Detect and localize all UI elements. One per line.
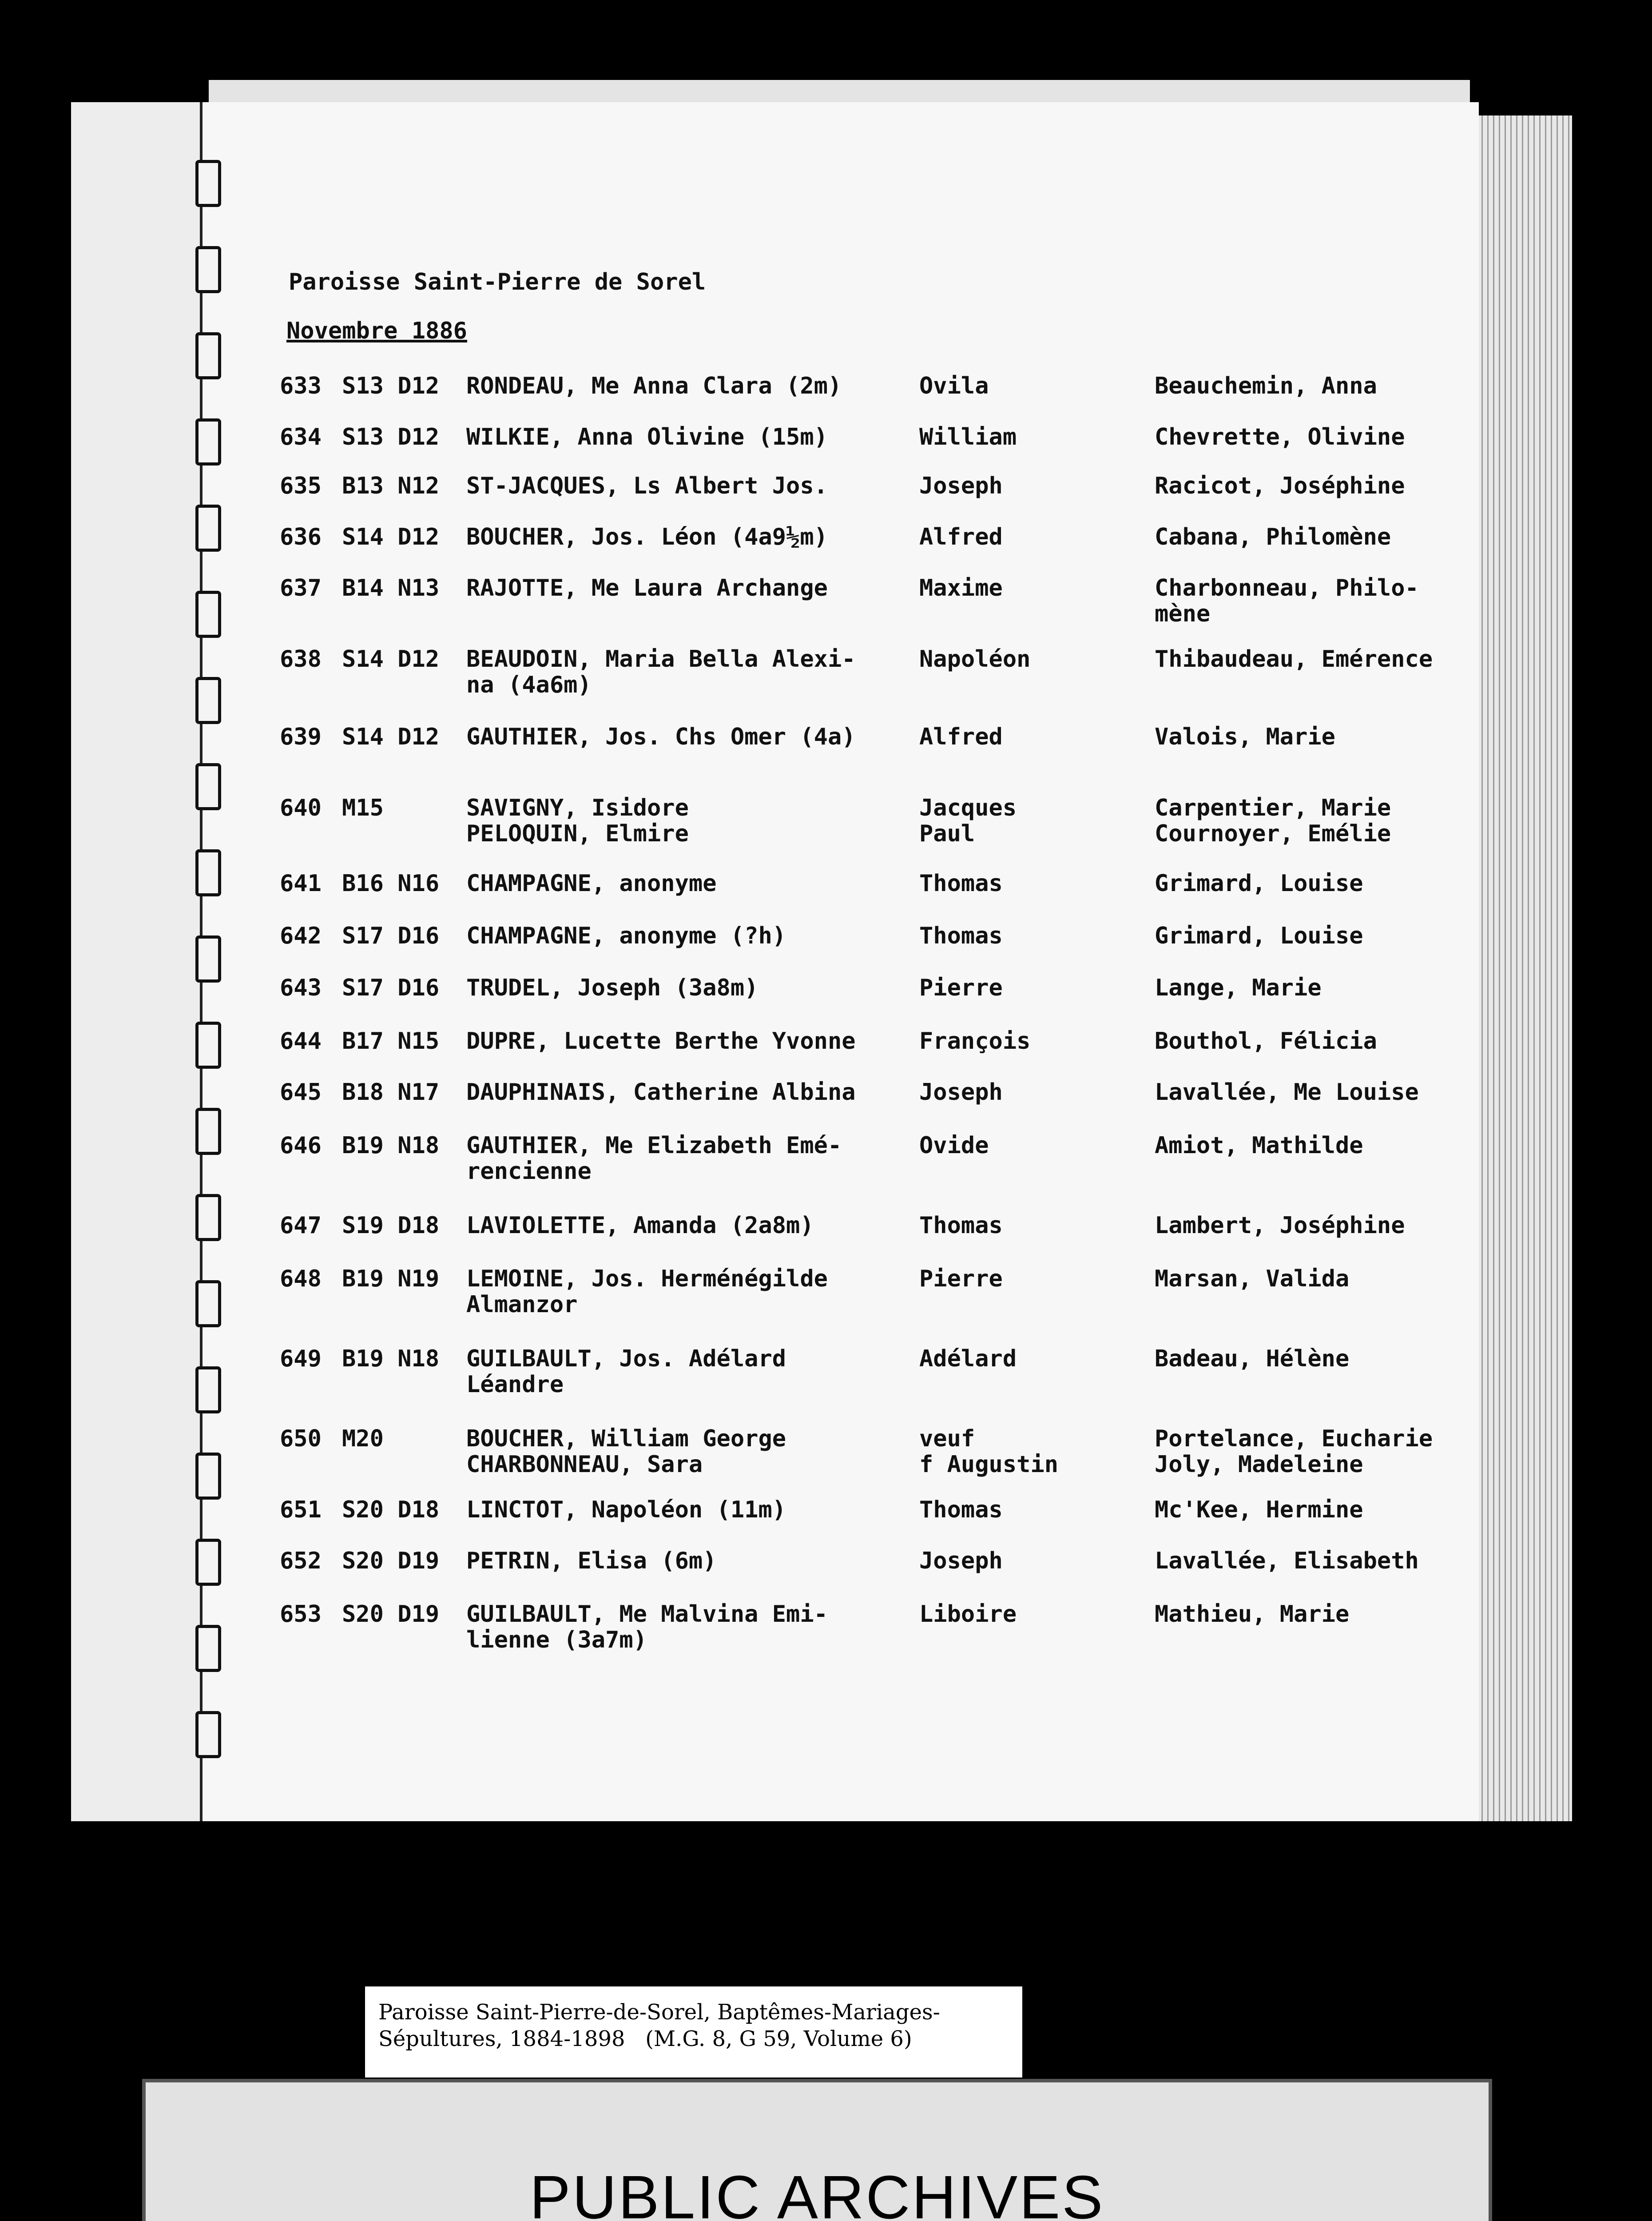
entry-name: CHAMPAGNE, anonyme [466, 870, 717, 897]
entry-mother: Chevrette, Olivine [1155, 424, 1405, 450]
entry-code: M20 [342, 1425, 384, 1452]
entry-code: S20 D19 [342, 1601, 440, 1628]
entry-father: Pierre [919, 1266, 1003, 1292]
entry-name: BOUCHER, William George CHARBONNEAU, Sara [466, 1425, 786, 1478]
entry-mother: Mc'Kee, Hermine [1155, 1497, 1363, 1523]
entry-name: LEMOINE, Jos. Herménégilde Almanzor [466, 1266, 828, 1318]
entry-code: B17 N15 [342, 1028, 440, 1055]
archives-card [142, 2079, 1492, 2221]
entry-father: François [919, 1028, 1031, 1055]
entry-name: BOUCHER, Jos. Léon (4a9½m) [466, 524, 828, 550]
entry-code: B16 N16 [342, 870, 440, 897]
entry-mother: Charbonneau, Philo- mène [1155, 575, 1419, 627]
entry-code: S13 D12 [342, 424, 440, 450]
entry-father: Alfred [919, 724, 1003, 750]
entry-mother: Beauchemin, Anna [1155, 373, 1377, 399]
entry-name: SAVIGNY, Isidore PELOQUIN, Elmire [466, 795, 689, 847]
register-page [71, 102, 1479, 1821]
entry-number: 639 [280, 724, 322, 750]
entry-name: ST-JACQUES, Ls Albert Jos. [466, 473, 828, 499]
entry-code: S17 D16 [342, 923, 440, 949]
entry-number: 645 [280, 1079, 322, 1106]
entry-code: B13 N12 [342, 473, 440, 499]
entry-number: 640 [280, 795, 322, 821]
entry-father: Joseph [919, 473, 1003, 499]
entry-name: GAUTHIER, Jos. Chs Omer (4a) [466, 724, 856, 750]
entry-mother: Badeau, Hélène [1155, 1345, 1350, 1372]
entry-number: 653 [280, 1601, 322, 1628]
entry-number: 643 [280, 975, 322, 1001]
entry-father: Pierre [919, 975, 1003, 1001]
entry-name: RAJOTTE, Me Laura Archange [466, 575, 828, 601]
entry-name: CHAMPAGNE, anonyme (?h) [466, 923, 786, 949]
month-heading: Novembre 1886 [286, 318, 467, 344]
entry-father: Thomas [919, 1497, 1003, 1523]
entry-father: Alfred [919, 524, 1003, 550]
entry-name: DAUPHINAIS, Catherine Albina [466, 1079, 856, 1106]
entry-number: 649 [280, 1345, 322, 1372]
caption-line-2: Sépultures, 1884-1898 (M.G. 8, G 59, Volume 6) [378, 2026, 912, 2051]
entry-father: Napoléon [919, 646, 1031, 673]
entry-name: LINCTOT, Napoléon (11m) [466, 1497, 786, 1523]
entry-name: RONDEAU, Me Anna Clara (2m) [466, 373, 842, 399]
entry-father: William [919, 424, 1017, 450]
entry-code: S19 D18 [342, 1212, 440, 1239]
entry-mother: Marsan, Valida [1155, 1266, 1350, 1292]
entry-name: TRUDEL, Joseph (3a8m) [466, 975, 758, 1001]
entry-mother: Carpentier, Marie Cournoyer, Emélie [1155, 795, 1391, 847]
entry-number: 636 [280, 524, 322, 550]
entry-code: B19 N18 [342, 1345, 440, 1372]
caption-line-1: Paroisse Saint-Pierre-de-Sorel, Baptêmes-Mariages- [378, 2000, 940, 2025]
entry-name: GAUTHIER, Me Elizabeth Emé- rencienne [466, 1132, 842, 1185]
entry-code: B14 N13 [342, 575, 440, 601]
entry-number: 638 [280, 646, 322, 673]
entry-father: Thomas [919, 923, 1003, 949]
entry-father: Joseph [919, 1548, 1003, 1574]
entry-number: 641 [280, 870, 322, 897]
entry-code: B19 N19 [342, 1266, 440, 1292]
entry-mother: Grimard, Louise [1155, 870, 1363, 897]
entry-name: WILKIE, Anna Olivine (15m) [466, 424, 828, 450]
register-content [71, 102, 1479, 1821]
entry-name: DUPRE, Lucette Berthe Yvonne [466, 1028, 856, 1055]
entry-mother: Amiot, Mathilde [1155, 1132, 1363, 1159]
entry-mother: Valois, Marie [1155, 724, 1335, 750]
entry-mother: Thibaudeau, Emérence [1155, 646, 1433, 673]
entry-father: Ovide [919, 1132, 989, 1159]
entry-mother: Lambert, Joséphine [1155, 1212, 1405, 1239]
entry-code: B19 N18 [342, 1132, 440, 1159]
parish-heading: Paroisse Saint-Pierre de Sorel [289, 269, 706, 295]
entry-number: 637 [280, 575, 322, 601]
archives-line-english: PUBLIC ARCHIVES [529, 2163, 1105, 2221]
entry-mother: Portelance, Eucharie Joly, Madeleine [1155, 1425, 1433, 1478]
entry-number: 651 [280, 1497, 322, 1523]
page-stack-edge [1465, 115, 1572, 1821]
entry-mother: Lange, Marie [1155, 975, 1322, 1001]
entry-mother: Lavallée, Elisabeth [1155, 1548, 1419, 1574]
entry-number: 652 [280, 1548, 322, 1574]
entry-number: 642 [280, 923, 322, 949]
microfilm-caption [365, 1986, 1022, 2078]
entry-name: PETRIN, Elisa (6m) [466, 1548, 717, 1574]
entry-name: LAVIOLETTE, Amanda (2a8m) [466, 1212, 814, 1239]
entry-mother: Cabana, Philomène [1155, 524, 1391, 550]
entry-number: 646 [280, 1132, 322, 1159]
entry-name: GUILBAULT, Jos. Adélard Léandre [466, 1345, 786, 1398]
entry-father: Maxime [919, 575, 1003, 601]
entry-number: 635 [280, 473, 322, 499]
entry-number: 647 [280, 1212, 322, 1239]
entry-father: Adélard [919, 1345, 1017, 1372]
entry-code: S17 D16 [342, 975, 440, 1001]
entry-code: S20 D18 [342, 1497, 440, 1523]
entry-code: S14 D12 [342, 724, 440, 750]
entry-code: S13 D12 [342, 373, 440, 399]
entry-number: 648 [280, 1266, 322, 1292]
entry-father: Thomas [919, 870, 1003, 897]
entry-code: S14 D12 [342, 524, 440, 550]
entry-mother: Lavallée, Me Louise [1155, 1079, 1419, 1106]
entry-father: veuf f Augustin [919, 1425, 1059, 1478]
entry-father: Jacques Paul [919, 795, 1017, 847]
entry-mother: Bouthol, Félicia [1155, 1028, 1377, 1055]
entry-father: Thomas [919, 1212, 1003, 1239]
entry-name: BEAUDOIN, Maria Bella Alexi- na (4a6m) [466, 646, 856, 698]
entry-father: Liboire [919, 1601, 1017, 1628]
entry-code: S14 D12 [342, 646, 440, 673]
entry-number: 634 [280, 424, 322, 450]
entry-number: 633 [280, 373, 322, 399]
entry-mother: Racicot, Joséphine [1155, 473, 1405, 499]
entry-code: M15 [342, 795, 384, 821]
entry-number: 650 [280, 1425, 322, 1452]
entry-mother: Grimard, Louise [1155, 923, 1363, 949]
entry-name: GUILBAULT, Me Malvina Emi- lienne (3a7m) [466, 1601, 828, 1653]
entry-code: S20 D19 [342, 1548, 440, 1574]
entry-father: Ovila [919, 373, 989, 399]
entry-father: Joseph [919, 1079, 1003, 1106]
entry-code: B18 N17 [342, 1079, 440, 1106]
entry-mother: Mathieu, Marie [1155, 1601, 1350, 1628]
entry-number: 644 [280, 1028, 322, 1055]
